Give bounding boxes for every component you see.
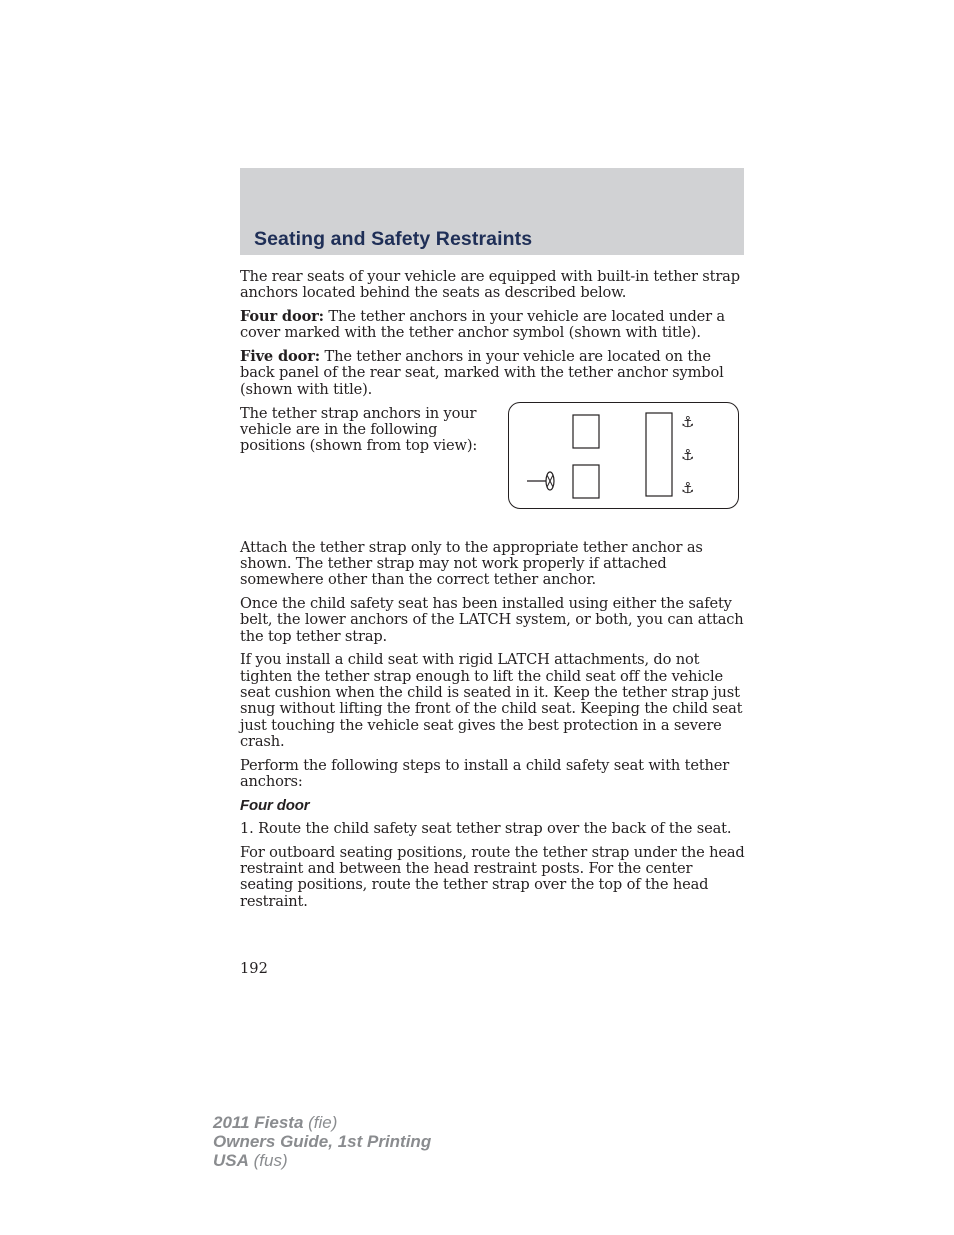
anchor-icon: ⚓ <box>681 445 695 464</box>
five-door-label: Five door: <box>240 348 320 366</box>
perform-steps-paragraph: Perform the following steps to install a child safety seat with tether anchors: <box>240 756 730 790</box>
five-door-text: The tether anchors in your vehicle are located on the back panel of the rear seat, marked with the tether anchor symbol (shown with title). <box>240 348 724 398</box>
outboard-paragraph: For outboard seating positions, route the tether strap under the head restraint and between the head restraint posts. For the center seating positions, route the tether strap over the top of the head restraint. <box>240 843 745 910</box>
four-door-paragraph <box>240 309 746 342</box>
attach-paragraph: Attach the tether strap only to the appropriate tether anchor as shown. The tether strap may not work properly if attached somewhere other than the correct tether anchor. <box>240 538 703 589</box>
four-door-text: The tether anchors in your vehicle are located under a cover marked with the tether anchor symbol (shown with title). <box>240 308 725 342</box>
page-body <box>240 269 746 918</box>
tether-anchor-diagram <box>508 402 739 509</box>
five-door-paragraph <box>240 349 746 398</box>
page-number: 192 <box>240 960 268 977</box>
footer-region: USA <box>213 1151 249 1170</box>
rigid-latch-paragraph: If you install a child seat with rigid LATCH attachments, do not tighten the tether strap enough to lift the child seat off the vehicle seat cushion when the child is seated in it. Keep the tether strap just snug without lifting the front of the child seat. Keeping the child seat just touching the vehicle seat gives the best protection in a severe crash. <box>240 651 743 750</box>
section-title: Seating and Safety Restraints <box>254 228 533 250</box>
footer-model: 2011 Fiesta <box>213 1113 304 1132</box>
section-header-band <box>240 168 744 255</box>
footer-model-code: (fie) <box>303 1113 338 1132</box>
rear-bench-seat <box>646 413 672 496</box>
driver-seat <box>573 465 599 498</box>
four-door-label: Four door: <box>240 308 324 326</box>
footer-model-line <box>213 1113 431 1132</box>
footer-region-code: (fus) <box>248 1151 288 1170</box>
footer-guide: Owners Guide, 1st Printing <box>213 1132 432 1151</box>
anchor-icon: ⚓ <box>681 478 695 497</box>
anchor-icon: ⚓ <box>681 412 695 431</box>
intro-paragraph: The rear seats of your vehicle are equipped with built-in tether strap anchors located behind the seats as described below. <box>240 268 740 302</box>
document-footer <box>213 1113 431 1170</box>
footer-guide-line <box>213 1132 431 1151</box>
seat-layout-drawing <box>509 403 740 510</box>
step-1-paragraph: 1. Route the child safety seat tether strap over the back of the seat. <box>240 820 732 838</box>
positions-row <box>240 406 746 534</box>
four-door-subheading: Four door <box>240 796 310 814</box>
once-installed-paragraph: Once the child safety seat has been installed using either the safety belt, the lower anchors of the LATCH system, or both, you can attach the top tether strap. <box>240 594 744 645</box>
front-passenger-seat <box>573 415 599 448</box>
footer-region-line <box>213 1151 431 1170</box>
positions-paragraph: The tether strap anchors in your vehicle are in the following positions (shown from top view): <box>240 404 478 455</box>
